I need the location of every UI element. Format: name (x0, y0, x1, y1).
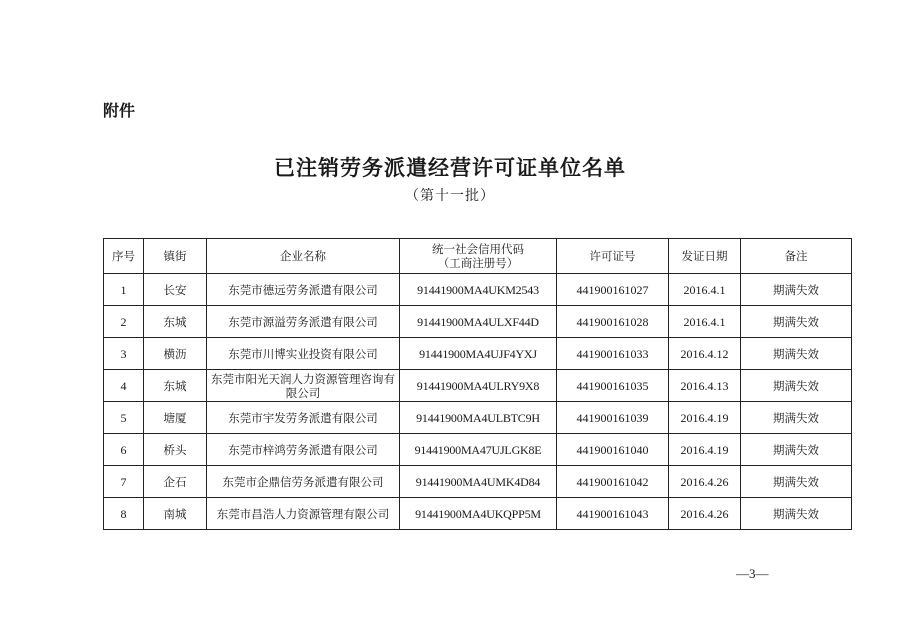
row-town: 东城 (144, 306, 207, 338)
row-credit-code: 91441900MA4UJF4YXJ (400, 338, 557, 370)
row-company: 东莞市宇发劳务派遣有限公司 (207, 402, 400, 434)
row-issue-date: 2016.4.12 (669, 338, 741, 370)
row-issue-date: 2016.4.19 (669, 402, 741, 434)
header-town: 镇街 (144, 239, 207, 274)
table-header-row (104, 239, 852, 274)
row-town: 企石 (144, 466, 207, 498)
row-index: 3 (104, 338, 144, 370)
row-index: 6 (104, 434, 144, 466)
table-row (104, 274, 852, 306)
row-issue-date: 2016.4.26 (669, 466, 741, 498)
row-issue-date: 2016.4.13 (669, 370, 741, 402)
header-credit-code (400, 239, 557, 274)
row-town: 长安 (144, 274, 207, 306)
row-license: 441900161027 (557, 274, 669, 306)
row-index: 4 (104, 370, 144, 402)
row-remark: 期满失效 (741, 402, 852, 434)
row-license: 441900161043 (557, 498, 669, 530)
row-license: 441900161035 (557, 370, 669, 402)
header-remark: 备注 (741, 239, 852, 274)
row-town: 塘厦 (144, 402, 207, 434)
row-index: 8 (104, 498, 144, 530)
row-credit-code: 91441900MA4UKM2543 (400, 274, 557, 306)
row-credit-code: 91441900MA4ULRY9X8 (400, 370, 557, 402)
row-company: 东莞市川博实业投资有限公司 (207, 338, 400, 370)
header-license: 许可证号 (557, 239, 669, 274)
row-issue-date: 2016.4.1 (669, 306, 741, 338)
header-issue-date: 发证日期 (669, 239, 741, 274)
table-row (104, 498, 852, 530)
row-company: 东莞市梓鸿劳务派遣有限公司 (207, 434, 400, 466)
row-issue-date: 2016.4.1 (669, 274, 741, 306)
page-number: —3— (736, 566, 769, 581)
row-credit-code: 91441900MA4ULBTC9H (400, 402, 557, 434)
row-license: 441900161040 (557, 434, 669, 466)
document-subtitle: （第十一批） (405, 188, 495, 204)
table-row (104, 338, 852, 370)
header-credit-code-line1: 统一社会信用代码 (432, 242, 524, 256)
row-company: 东莞市德远劳务派遣有限公司 (207, 274, 400, 306)
header-index: 序号 (104, 239, 144, 274)
row-town: 横沥 (144, 338, 207, 370)
row-company: 东莞市阳光天润人力资源管理咨询有限公司 (207, 370, 400, 402)
license-list-table (103, 238, 852, 530)
row-index: 1 (104, 274, 144, 306)
row-remark: 期满失效 (741, 466, 852, 498)
table-row (104, 434, 852, 466)
row-company: 东莞市企鼎信劳务派遣有限公司 (207, 466, 400, 498)
row-license: 441900161042 (557, 466, 669, 498)
row-remark: 期满失效 (741, 338, 852, 370)
row-credit-code: 91441900MA4UKQPP5M (400, 498, 557, 530)
row-remark: 期满失效 (741, 370, 852, 402)
row-credit-code: 91441900MA47UJLGK8E (400, 434, 557, 466)
row-license: 441900161039 (557, 402, 669, 434)
row-index: 2 (104, 306, 144, 338)
attachment-label: 附件 (103, 101, 136, 120)
row-credit-code: 91441900MA4UMK4D84 (400, 466, 557, 498)
header-credit-code-line2: （工商注册号） (437, 256, 519, 270)
row-remark: 期满失效 (741, 498, 852, 530)
row-remark: 期满失效 (741, 434, 852, 466)
row-index: 5 (104, 402, 144, 434)
row-town: 南城 (144, 498, 207, 530)
document-title: 已注销劳务派遣经营许可证单位名单 (274, 156, 626, 180)
table-row (104, 402, 852, 434)
table-row (104, 306, 852, 338)
row-remark: 期满失效 (741, 274, 852, 306)
row-license: 441900161028 (557, 306, 669, 338)
row-index: 7 (104, 466, 144, 498)
row-town: 东城 (144, 370, 207, 402)
row-license: 441900161033 (557, 338, 669, 370)
row-remark: 期满失效 (741, 306, 852, 338)
row-issue-date: 2016.4.26 (669, 498, 741, 530)
table-row (104, 466, 852, 498)
row-company: 东莞市源溢劳务派遣有限公司 (207, 306, 400, 338)
row-town: 桥头 (144, 434, 207, 466)
table-row (104, 370, 852, 402)
row-issue-date: 2016.4.19 (669, 434, 741, 466)
row-company: 东莞市昌浩人力资源管理有限公司 (207, 498, 400, 530)
row-credit-code: 91441900MA4ULXF44D (400, 306, 557, 338)
header-company: 企业名称 (207, 239, 400, 274)
